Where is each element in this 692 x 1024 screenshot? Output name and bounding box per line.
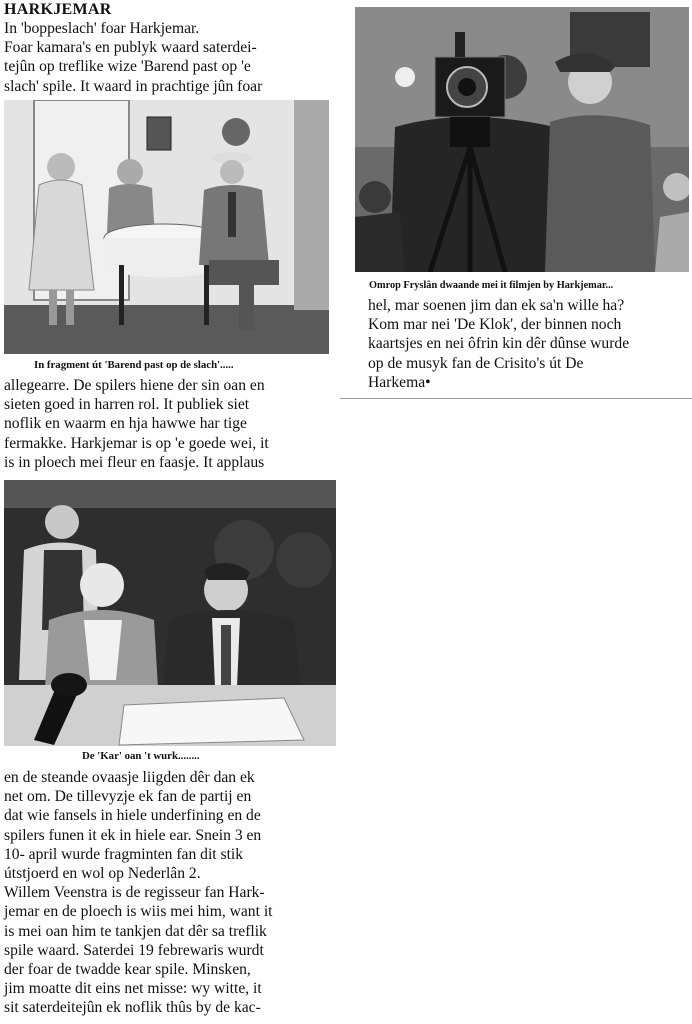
text-line: Kom mar nei 'De Klok', der binnen noch xyxy=(368,316,622,334)
text-line: Foar kamara's en publyk waard saterdei- xyxy=(4,39,257,57)
article-end xyxy=(4,768,273,1018)
text-line: Harkema• xyxy=(368,373,431,391)
desk-photo-caption: De 'Kar' oan 't wurk........ xyxy=(82,750,200,762)
text-line: spilers funen it ek in hiele ear. Snein 3 en xyxy=(4,826,262,844)
text-line: 10- april wurde fragminten fan dit stik xyxy=(4,845,244,863)
article-headline: HARKJEMAR xyxy=(4,1,112,18)
stage-photo xyxy=(4,100,329,354)
text-line: jemar en de ploech is wiis mei him, want it xyxy=(4,903,273,921)
article-intro xyxy=(4,19,262,96)
text-line: dat wie fansels in hiele underfining en de xyxy=(4,807,261,825)
text-line: sit saterdeitejûn ek noflik thûs by de kac- xyxy=(4,999,261,1017)
text-line: allegearre. De spilers hiene der sin oan en xyxy=(4,377,265,394)
text-line: hel, mar soenen jim dan ek sa'n wille ha? xyxy=(368,297,625,314)
camera-photo-caption: Omrop Fryslân dwaande mei it filmjen by Harkjemar... xyxy=(369,280,614,291)
stage-photo-caption: In fragment út 'Barend past op de slach'..... xyxy=(34,359,234,371)
text-line: op de musyk fan de Crisito's út De xyxy=(368,354,584,372)
desk-photo xyxy=(4,480,336,746)
article-middle xyxy=(4,376,269,472)
text-line: útstjoerd en wol op Nederlân 2. xyxy=(4,865,201,883)
text-line: spile waard. Saterdei 19 febrewaris wurdt xyxy=(4,941,264,959)
text-line: fermakke. Harkjemar is op 'e goede wei, it xyxy=(4,434,269,452)
text-line: is mei oan him te tankjen dat dêr sa treflik xyxy=(4,922,267,940)
column-end-rule xyxy=(340,398,692,399)
article-right-column xyxy=(368,296,629,392)
text-line: kaartsjes en nei ôfrin kin dêr dûnse wurde xyxy=(368,335,630,353)
text-line: slach' spile. It waard in prachtige jûn foar xyxy=(4,77,263,95)
text-line: net om. De tillevyzje ek fan de partij en xyxy=(4,788,252,806)
text-line: jim moatte dit eins net misse: wy witte, it xyxy=(4,980,262,998)
text-line: In 'boppeslach' foar Harkjemar. xyxy=(4,20,200,37)
text-line: tejûn op treflike wize 'Barend past op 'e xyxy=(4,58,251,76)
text-line: der foar de twadde kear spile. Minsken, xyxy=(4,961,251,979)
text-line: Willem Veenstra is de regisseur fan Hark- xyxy=(4,884,265,902)
text-line: sieten goed in harren rol. It publiek siet xyxy=(4,396,250,414)
text-line: is in ploech mei fleur en faasje. It applaus xyxy=(4,453,265,471)
text-line: en de steande ovaasje liigden dêr dan ek xyxy=(4,769,255,786)
camera-photo xyxy=(355,7,689,272)
text-line: noflik en waarm en hja hawwe har tige xyxy=(4,415,247,433)
